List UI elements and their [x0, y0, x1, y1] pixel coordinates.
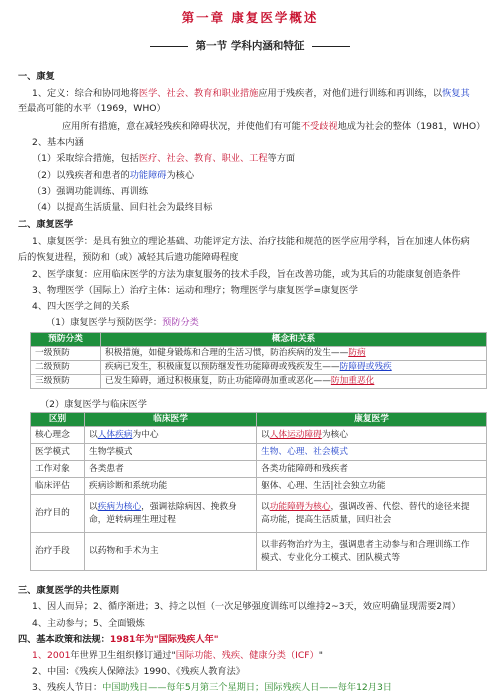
- clinical-cell: 以人体疾病为中心: [85, 427, 257, 444]
- heading-policy: 四、基本政策和法规：1981年为"国际残疾人年": [18, 634, 219, 645]
- chapter-title: 第一章 康复医学概述: [181, 10, 319, 25]
- four-medicine-relation: 4、四大医学之间的关系: [32, 301, 130, 312]
- row-key: 医学模式: [31, 444, 85, 461]
- rehab-cell: 躯体、心理、生活|社会独立功能: [257, 478, 487, 495]
- heading-principles: 三、康复医学的共性原则: [18, 585, 120, 596]
- prevention-desc: 已发生障碍，通过积极康复，防止功能障碍加重或恶化——防加重恶化: [101, 375, 487, 389]
- table-row: [31, 427, 487, 444]
- content-item-4: （4）以提高生活质量、回归社会为最终目标: [32, 202, 213, 213]
- rehab-medicine-def-1: 1、康复医学：是具有独立的理论基础、功能评定方法、治疗技能和规范的医学应用学科，旨在加速人体伤病: [32, 236, 470, 247]
- definition-1981: 应用所有措施，意在减轻残疾和障碍状况，并使他们有可能不受歧视地成为社会的整体（1981，WHO）: [62, 121, 486, 132]
- prevention-level: 一级预防: [31, 347, 101, 361]
- rehab-vs-clinical: （2）康复医学与临床医学: [40, 399, 147, 410]
- row-key: 临床评估: [31, 478, 85, 495]
- row-key: 核心理念: [31, 427, 85, 444]
- definition-line-2: 至最高可能的水平（1969，WHO）: [18, 103, 166, 114]
- prevention-desc: 积极措施，如健身锻炼和合理的生活习惯，防治疾病的发生——防病: [101, 347, 487, 361]
- clinical-cell: 以疾病为核心，强调祛除病因、挽救身 命，逆转病理生理过程: [85, 495, 257, 533]
- section-title-row: [0, 38, 500, 53]
- row-key: 治疗手段: [31, 533, 85, 571]
- table-row: [31, 444, 487, 461]
- header-cell: 临床医学: [85, 413, 257, 427]
- table-row: [31, 533, 487, 571]
- row-key: 治疗目的: [31, 495, 85, 533]
- comparison-table-header: [31, 413, 487, 427]
- table-row: [31, 495, 487, 533]
- header-cell: 预防分类: [31, 333, 101, 347]
- icf-line: 1、2001年世界卫生组织修订通过"国际功能、残疾、健康分类（ICF）": [32, 650, 323, 661]
- header-cell: 区别: [31, 413, 85, 427]
- rehab-medicine-def-2: 后的恢复进程，预防和（或）减轻其后遗功能障碍程度: [18, 252, 239, 263]
- table-row: [31, 347, 487, 361]
- content-heading: 2、基本内涵: [32, 137, 84, 148]
- principles-line-1: 1、因人而异；2、循序渐进；3、持之以恒（一次足够强度训练可以维持2~3天，效应明确显现需要2周）: [32, 601, 461, 612]
- holidays-line: 3、残疾人节日：中国助残日——每年5月第三个星期日；国际残疾人日——每年12月3日: [32, 682, 392, 693]
- rehab-cell: 以非药物治疗为主，强调患者主动参与和合理训练工作 模式、专业化分工模式、团队模式等: [257, 533, 487, 571]
- clinical-cell: 以药物和手术为主: [85, 533, 257, 571]
- title-rule-right: [312, 46, 350, 47]
- clinical-cell: 生物学模式: [85, 444, 257, 461]
- heading-rehab-medicine: 二、康复医学: [18, 219, 74, 230]
- heading-rehabilitation: 一、康复: [18, 71, 55, 82]
- header-cell: 康复医学: [257, 413, 487, 427]
- content-item-1: （1）采取综合措施，包括医疗、社会、教育、职业、工程等方面: [32, 153, 296, 164]
- clinical-cell: 疾病诊断和系统功能: [85, 478, 257, 495]
- rehab-vs-prevention: （1）康复医学与预防医学：预防分类: [46, 317, 199, 328]
- prevention-desc: 疾病已发生，积极康复以预防继发性功能障碍或残疾发生——防障碍或残疾: [101, 361, 487, 375]
- principles-line-2: 4、主动参与；5、全面锻炼: [32, 618, 145, 629]
- content-item-3: （3）强调功能训练、再训练: [32, 186, 149, 197]
- prevention-table-header: [31, 333, 487, 347]
- clinical-rehab-table: [30, 412, 487, 571]
- header-cell: 概念和关系: [101, 333, 487, 347]
- prevention-table: [30, 332, 487, 389]
- row-key: 工作对象: [31, 461, 85, 478]
- china-laws-line: 2、中国：《残疾人保障法》1990、《残疾人教育法》: [32, 666, 245, 677]
- medical-rehab-def: 2、医学康复：应用临床医学的方法为康复服务的技术手段，旨在改善功能，或为其后的功能康复创造条件: [32, 269, 461, 280]
- prevention-level: 二级预防: [31, 361, 101, 375]
- rehab-cell: 生物、心理、社会模式: [257, 444, 487, 461]
- table-row: [31, 461, 487, 478]
- clinical-cell: 各类患者: [85, 461, 257, 478]
- content-item-2: （2）以残疾者和患者的功能障碍为核心: [32, 170, 195, 181]
- section-title: 第一节 学科内涵和特征: [195, 40, 305, 52]
- rehab-cell: 以人体运动障碍为核心: [257, 427, 487, 444]
- rehab-cell: 各类功能障碍和残疾者: [257, 461, 487, 478]
- table-row: [31, 361, 487, 375]
- rehab-cell: 以功能障碍为核心，强调改善、代偿、替代的途径来提 高功能，提高生活质量，回归社会: [257, 495, 487, 533]
- table-row: [31, 375, 487, 389]
- definition-line-1: 1、定义：综合和协同地将医学、社会、教育和职业措施应用于残疾者，对他们进行训练和再训练，以恢复其: [32, 88, 470, 99]
- table-row: [31, 478, 487, 495]
- physical-medicine-def: 3、物理医学（国际上）治疗主体：运动和理疗；物理医学与康复医学=康复医学: [32, 285, 358, 296]
- prevention-level: 三级预防: [31, 375, 101, 389]
- title-rule-left: [150, 46, 188, 47]
